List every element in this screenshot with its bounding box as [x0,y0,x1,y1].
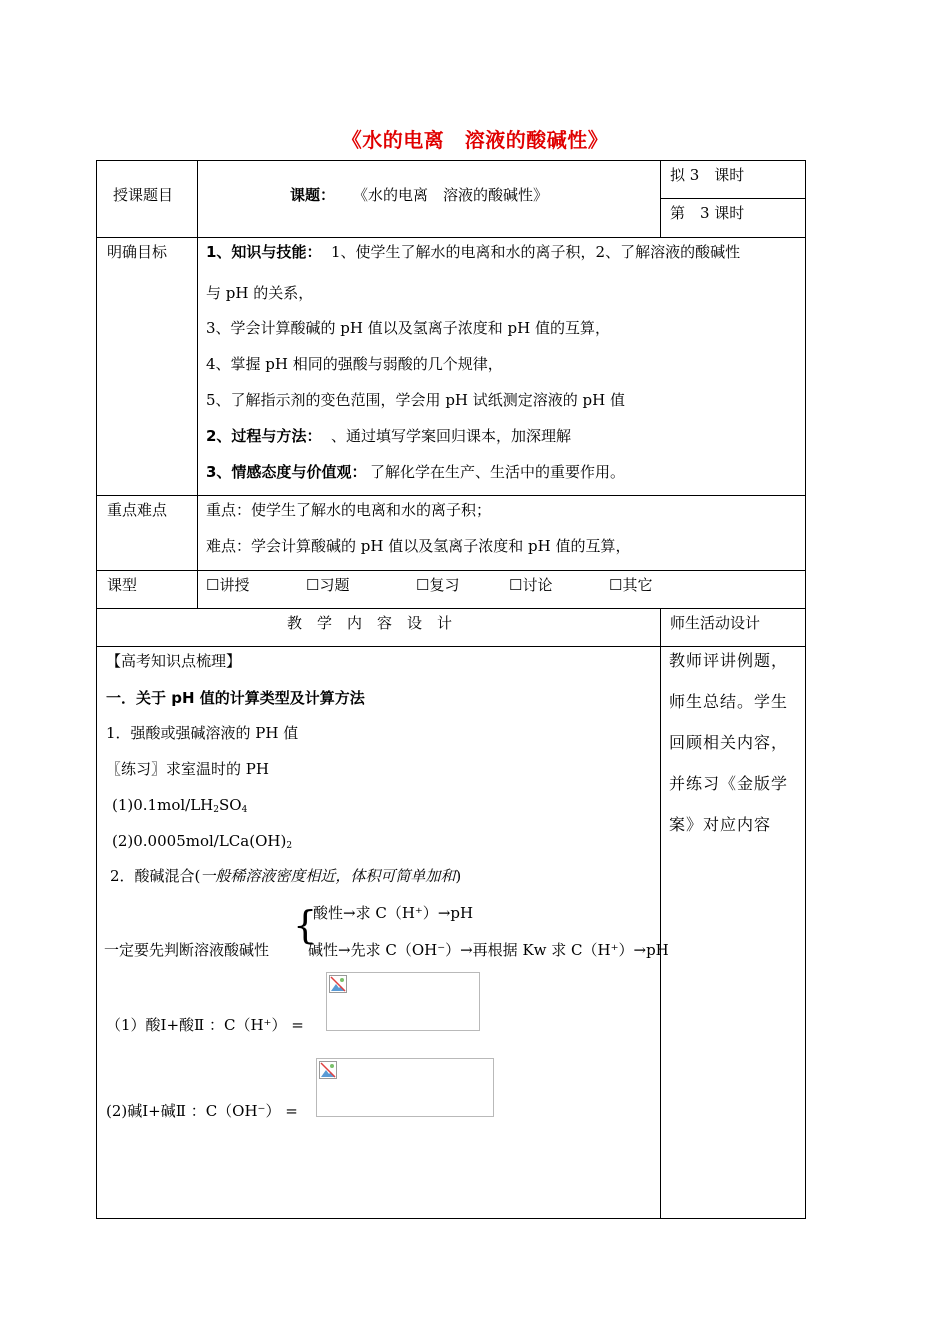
formula-image-acid [326,972,480,1031]
base-path: 碱性→先求 C（OH⁻）→再根据 Kw 求 C（H⁺）→pH [308,941,669,959]
row-divider-goals [96,237,806,238]
mix-base: (2)碱Ⅰ+碱Ⅱ ：C（OH⁻） = [106,1102,298,1120]
type-option-lecture[interactable]: ☐讲授 [206,576,250,594]
table-border-right [805,160,806,1219]
planned-hours: 拟 3 课时 [670,166,745,184]
goal-process-heading: 2、过程与方法： [206,427,322,445]
row-label-key: 重点难点 [107,501,168,519]
table-border-left [96,160,97,1219]
goal-emotion-heading: 3、情感态度与价值观： [206,463,367,481]
mix-acid: （1）酸Ⅰ+酸Ⅱ ：C（H⁺） = [106,1016,304,1034]
content-main-heading: 一．关于 pH 值的计算类型及计算方法 [106,689,365,707]
type-option-discussion-label: 讨论 [522,576,553,594]
content-point-2 [110,866,461,886]
type-option-review-label: 复习 [429,576,460,594]
activity-design-header: 师生活动设计 [670,614,761,632]
content-point-1: 1．强酸或强碱溶液的 PH 值 [106,724,299,742]
topic-text: 《水的电离 溶液的酸碱性》 [353,186,549,204]
point-2-end: ) [455,867,462,885]
goal-item-5: 5、了解指示剂的变色范围，学会用 pH 试纸测定溶液的 pH 值 [206,391,625,409]
goal-emotion-text: 了解化学在生产、生活中的重要作用。 [370,463,626,481]
column-divider-hours [660,160,661,238]
current-hour: 第 3 课时 [670,204,745,222]
point-2-italic: 一般稀溶液密度相近，体积可简单加和 [200,867,456,885]
column-divider-activity [660,608,661,1219]
row-divider-header-mid [660,198,806,199]
type-option-lecture-label: 讲授 [219,576,250,594]
topic-prefix: 课题： [290,186,336,204]
goal-knowledge-cont: 与 pH 的关系， [206,284,314,302]
column-divider-label [197,160,198,609]
formula-image-base [316,1058,494,1117]
table-border-top [96,160,806,161]
row-label-topic: 授课题目 [113,186,174,204]
judge-text: 一定要先判断溶液酸碱性 [104,941,270,959]
goal-process-text: 、通过填写学案回归课本，加深理解 [331,427,572,445]
content-design-header: 教 学 内 容 设 计 [287,614,453,632]
key-focus: 重点：使学生了解水的电离和水的离子积； [206,501,492,519]
section-heading: 【高考知识点梳理】 [106,652,242,670]
exercise-2 [112,831,292,856]
exercise-1-mid: SO [218,796,242,814]
goal-item-4: 4、掌握 pH 相同的强酸与弱酸的几个规律， [206,355,503,373]
type-option-review[interactable]: ☐复习 [416,576,460,594]
key-difficulty: 难点：学会计算酸碱的 pH 值以及氢离子浓度和 pH 值的互算， [206,537,631,555]
content-exercise: 〖练习〗求室温时的 PH [106,760,269,778]
brace-icon: { [293,903,318,947]
document-title: 《水的电离 溶液的酸碱性》 [341,128,609,152]
goal-knowledge-text: 1、使学生了解水的电离和水的离子积，2、了解溶液的酸碱性 [331,243,741,261]
activity-text: 教师评讲例题，师生总结。学生回顾相关内容，并练习《金版学案》对应内容 [669,651,789,834]
exercise-1-sub-b: 4 [241,805,248,815]
exercise-2-text: (2)0.0005mol/LCa(OH) [112,832,287,850]
type-option-exercise[interactable]: ☐习题 [306,576,350,594]
table-border-bottom [96,1218,806,1219]
exercise-1-text: (1)0.1mol/LH [112,796,214,814]
goal-knowledge-heading: 1、知识与技能： [206,243,322,261]
type-option-other-label: 其它 [622,576,653,594]
point-2-text: 2．酸碱混合( [110,867,201,885]
row-label-goals: 明确目标 [107,243,168,261]
exercise-2-sub: 2 [286,841,293,851]
type-option-exercise-label: 习题 [319,576,350,594]
acid-path: 酸性→求 C（H⁺）→pH [313,904,474,922]
exercise-1 [112,795,247,820]
broken-image-icon [329,975,347,993]
row-label-type: 课型 [107,576,138,594]
row-divider-content-header [96,608,806,609]
row-divider-key [96,495,806,496]
type-option-discussion[interactable]: ☐讨论 [509,576,553,594]
row-divider-type [96,570,806,571]
exercise-1-sub-a: 2 [213,805,219,815]
broken-image-icon [319,1061,337,1079]
type-option-other[interactable]: ☐其它 [609,576,653,594]
goal-item-3: 3、学会计算酸碱的 pH 值以及氢离子浓度和 pH 值的互算， [206,319,610,337]
